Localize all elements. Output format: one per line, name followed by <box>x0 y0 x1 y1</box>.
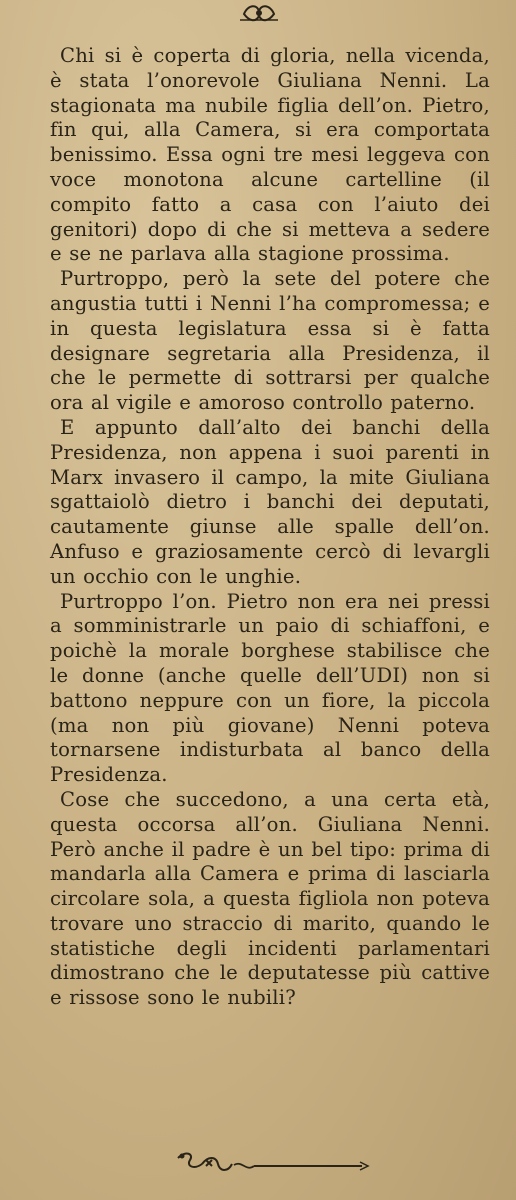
article-body <box>50 44 490 1011</box>
flourish-divider-icon <box>172 1148 372 1182</box>
article-paragraph: Purtroppo l’on. Pietro non era nei pressi a somministrarle un paio di schiaffoni, e poichè la morale borghese stabilisce che le donne (anche quelle dell’UDI) non si battono neppure con un fiore, la piccola (ma non più giovane) Nenni poteva tornarsene indisturbata al banco della Presidenza. <box>50 589 490 787</box>
article-paragraph: Purtroppo, però la sete del potere che angustia tutti i Nenni l’ha compromessa; e in questa legislatura essa si è fatta designare segretaria alla Presidenza, il che le permette di sottrarsi per qualche ora al vigile e amoroso controllo paterno. <box>50 267 490 415</box>
article-paragraph: Chi si è coperta di gloria, nella vicenda, è stata l’onorevole Giuliana Nenni. La stagionata ma nubile figlia dell’on. Pietro, fin qui, alla Camera, si era comportata benissimo. Essa ogni tre mesi leggeva con voce monotona alcune cartelline (il compito fatto a casa con l’aiuto dei genitori) dopo di che si metteva a sedere e se ne parlava alla stagione prossima. <box>50 44 490 266</box>
article-paragraph: E appunto dall’alto dei banchi della Presidenza, non appena i suoi parenti in Marx invasero il campo, la mite Giuliana sgattaiolò dietro i banchi dei deputati, cautamente giunse alle spalle dell’on. Anfuso e graziosamente cercò di levargli un occhio con le unghie. <box>50 415 490 588</box>
floral-vignette-icon <box>238 0 280 26</box>
article-paragraph: Cose che succedono, a una certa età, questa occorsa all’on. Giuliana Nenni. Però anche il padre è un bel tipo: prima di mandarla alla Camera e prima di lasciarla circolare sola, a questa figliola non poteva trovare uno straccio di marito, quando le statistiche degli incidenti parlamentari dimostrano che le deputatesse più cattive e rissose sono le nubili? <box>50 787 490 1010</box>
